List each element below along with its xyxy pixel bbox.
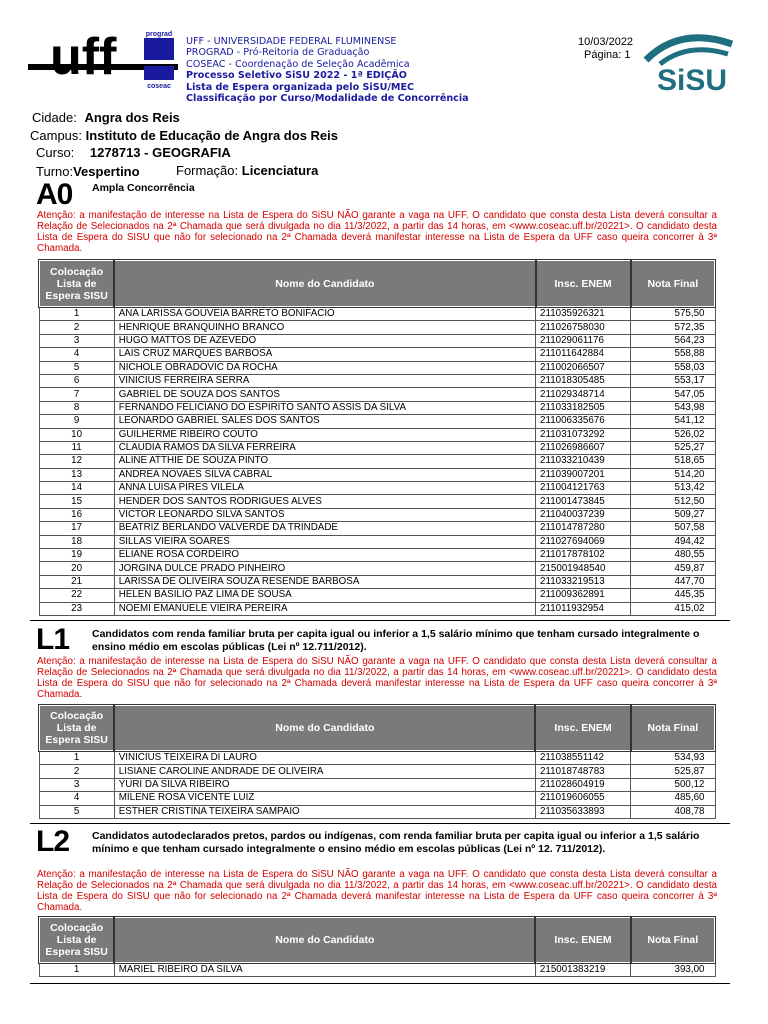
cell-enem: 211002066507 bbox=[536, 361, 631, 374]
cell-nome: VICTOR LEONARDO SILVA SANTOS bbox=[114, 508, 535, 521]
cell-colocacao: 5 bbox=[39, 361, 114, 374]
cell-nota: 445,35 bbox=[631, 589, 715, 602]
section-desc-l1: Candidatos com renda familiar bruta per capita igual ou inferior a 1,5 salário mínimo que tenham cursado integralmente o ensino médio em escolas públicas (Lei nº 12.711/2012). bbox=[92, 628, 700, 653]
cell-nota: 525,87 bbox=[631, 765, 715, 778]
cell-enem: 211004121763 bbox=[536, 482, 631, 495]
cell-nome: FERNANDO FELICIANO DO ESPIRITO SANTO ASSIS DA SILVA bbox=[114, 401, 535, 414]
cell-colocacao: 18 bbox=[39, 535, 114, 548]
col-header-enem: Insc. ENEM bbox=[535, 705, 630, 751]
cell-nota: 518,65 bbox=[631, 455, 715, 468]
cell-enem: 211011642884 bbox=[536, 348, 631, 361]
cell-nome: SILLAS VIEIRA SOARES bbox=[114, 535, 535, 548]
cell-enem: 211029061176 bbox=[536, 334, 631, 347]
table-row bbox=[39, 522, 715, 535]
cell-enem: 211033210439 bbox=[536, 455, 631, 468]
cell-colocacao: 23 bbox=[39, 602, 114, 615]
cell-enem: 211026758030 bbox=[536, 321, 631, 334]
sisu-wordmark: SiSU bbox=[656, 64, 728, 94]
cell-nome: VINICIUS FERREIRA SERRA bbox=[114, 374, 535, 387]
table-row bbox=[39, 602, 715, 615]
cell-enem: 211026986607 bbox=[536, 441, 631, 454]
cell-colocacao: 21 bbox=[39, 575, 114, 588]
cell-colocacao: 10 bbox=[39, 428, 114, 441]
section-desc-l2: Candidatos autodeclarados pretos, pardos ou indígenas, com renda familiar bruta per capita igual ou inferior a 1,5 salário mínimo e que tenham cursado integralmente o ensino médio em escolas públicas (Lei nº 12. 711/2012). bbox=[92, 830, 700, 855]
formacao-row bbox=[176, 163, 318, 178]
cell-nome: MILENE ROSA VICENTE LUIZ bbox=[114, 792, 535, 805]
table-row bbox=[39, 348, 715, 361]
table-row bbox=[39, 765, 715, 778]
header-institution-lines bbox=[186, 36, 469, 104]
cell-colocacao: 6 bbox=[39, 374, 114, 387]
cell-nome: HENRIQUE BRANQUINHO BRANCO bbox=[114, 321, 535, 334]
turno-row bbox=[36, 164, 140, 179]
cell-nota: 534,93 bbox=[631, 751, 715, 765]
cell-enem: 211038551142 bbox=[535, 751, 630, 765]
header-line: UFF - UNIVERSIDADE FEDERAL FLUMINENSE bbox=[186, 36, 397, 47]
col-header-nome: Nome do Candidato bbox=[114, 260, 535, 307]
cell-nota: 514,20 bbox=[631, 468, 715, 481]
cidade-label: Cidade: bbox=[32, 110, 77, 125]
cell-nota: 500,12 bbox=[631, 778, 715, 791]
col-header-colocacao: Colocação Lista de Espera SISU bbox=[39, 917, 114, 963]
cell-enem: 211018748783 bbox=[535, 765, 630, 778]
table-row bbox=[39, 778, 715, 791]
coseac-tag: coseac bbox=[147, 83, 171, 90]
cell-colocacao: 3 bbox=[39, 334, 114, 347]
cell-nota: 512,50 bbox=[631, 495, 715, 508]
cell-colocacao: 12 bbox=[39, 455, 114, 468]
prograd-tag: prograd bbox=[145, 31, 173, 38]
formacao-value: Licenciatura bbox=[241, 163, 319, 178]
turno-label: Turno: bbox=[36, 164, 74, 179]
table-row bbox=[39, 441, 715, 454]
col-header-nota: Nota Final bbox=[631, 260, 715, 307]
report-date: 10/03/2022 bbox=[578, 36, 634, 48]
cell-nome: ANNA LUISA PIRES VILELA bbox=[114, 482, 535, 495]
cell-nome: MARIEL RIBEIRO DA SILVA bbox=[114, 963, 535, 977]
table-row bbox=[39, 575, 715, 588]
cell-colocacao: 16 bbox=[39, 508, 114, 521]
cell-colocacao: 2 bbox=[39, 765, 114, 778]
table-row bbox=[39, 508, 715, 521]
cell-nome: JORGINA DULCE PRADO PINHEIRO bbox=[114, 562, 535, 575]
table-row bbox=[39, 495, 715, 508]
cell-nota: 564,23 bbox=[631, 334, 715, 347]
cell-enem: 211031073292 bbox=[536, 428, 631, 441]
col-header-enem: Insc. ENEM bbox=[535, 917, 630, 963]
cell-nota: 494,42 bbox=[631, 535, 715, 548]
cell-nota: 480,55 bbox=[631, 549, 715, 562]
cell-enem: 211035633893 bbox=[535, 805, 630, 818]
cell-colocacao: 1 bbox=[39, 751, 114, 765]
table-row bbox=[39, 792, 715, 805]
table-row bbox=[39, 482, 715, 495]
campus-label: Campus: bbox=[30, 128, 83, 143]
curso-row bbox=[36, 145, 231, 160]
results-table-a0 bbox=[38, 259, 716, 616]
cell-nota: 572,35 bbox=[631, 321, 715, 334]
cell-nome: LARISSA DE OLIVEIRA SOUZA RESENDE BARBOSA bbox=[114, 575, 535, 588]
cell-colocacao: 2 bbox=[39, 321, 114, 334]
table-row bbox=[39, 751, 715, 765]
col-header-colocacao: Colocação Lista de Espera SISU bbox=[39, 705, 114, 751]
cell-nome: CLAUDIA RAMOS DA SILVA FERREIRA bbox=[114, 441, 535, 454]
cell-enem: 211011932954 bbox=[536, 602, 631, 615]
cell-enem: 211018305485 bbox=[536, 374, 631, 387]
curso-value: 1278713 - GEOGRAFIA bbox=[89, 145, 231, 160]
cidade-row bbox=[32, 110, 180, 125]
cell-colocacao: 3 bbox=[39, 778, 114, 791]
cell-nome: ANDREA NOVAES SILVA CABRAL bbox=[114, 468, 535, 481]
cell-nota: 408,78 bbox=[631, 805, 715, 818]
section-divider bbox=[30, 983, 730, 984]
cell-nome: ANA LARISSA GOUVEIA BARRETO BONIFACIO bbox=[114, 307, 535, 321]
header-bold-line: Classificação por Curso/Modalidade de Concorrência bbox=[186, 93, 469, 105]
cell-colocacao: 8 bbox=[39, 401, 114, 414]
cell-nome: LISIANE CAROLINE ANDRADE DE OLIVEIRA bbox=[114, 765, 535, 778]
table-row bbox=[39, 401, 715, 414]
cell-colocacao: 22 bbox=[39, 589, 114, 602]
page-label: Página: bbox=[584, 49, 622, 61]
cell-nome: GABRIEL DE SOUZA DOS SANTOS bbox=[114, 388, 535, 401]
cell-enem: 211039007201 bbox=[536, 468, 631, 481]
cell-nota: 415,02 bbox=[631, 602, 715, 615]
section-code-a0: A0 bbox=[36, 178, 73, 211]
col-header-colocacao: Colocação Lista de Espera SISU bbox=[39, 260, 114, 307]
cell-nome: HELEN BASILIO PAZ LIMA DE SOUSA bbox=[114, 589, 535, 602]
section-divider bbox=[30, 620, 730, 621]
cell-colocacao: 13 bbox=[39, 468, 114, 481]
table-row bbox=[39, 963, 715, 977]
cell-enem: 211017878102 bbox=[536, 549, 631, 562]
cell-enem: 215001383219 bbox=[535, 963, 630, 977]
campus-row bbox=[30, 128, 338, 143]
cell-nota: 558,88 bbox=[631, 348, 715, 361]
cell-nome: ELIANE ROSA CORDEIRO bbox=[114, 549, 535, 562]
warning-text-l1: Atenção: a manifestação de interesse na Lista de Espera do SiSU NÃO garante a vaga na UFF. O candidato que consta desta Lista deverá consultar a Relação de Selecionados na 2ª Chamada que será divulgada no dia 11/3/2022, a partir das 14 horas, em <www.coseac.uff.br/20221>. O candidato desta Lista de Espera do SISU que não for selecionado na 2ª Chamada deverá manifestar interesse na Lista de Espera da UFF caso queira concorrer à 3ª Chamada. bbox=[37, 656, 717, 700]
cell-colocacao: 11 bbox=[39, 441, 114, 454]
col-header-nome: Nome do Candidato bbox=[114, 705, 535, 751]
cell-nota: 447,70 bbox=[631, 575, 715, 588]
cell-enem: 211040037239 bbox=[536, 508, 631, 521]
table-row bbox=[39, 428, 715, 441]
turno-value: Vespertino bbox=[73, 164, 140, 179]
cell-nota: 541,12 bbox=[631, 415, 715, 428]
results-table-l2 bbox=[38, 916, 716, 977]
cell-colocacao: 15 bbox=[39, 495, 114, 508]
cell-nota: 553,17 bbox=[631, 374, 715, 387]
warning-text-l2: Atenção: a manifestação de interesse na Lista de Espera do SiSU NÃO garante a vaga na UFF. O candidato que consta desta Lista deverá consultar a Relação de Selecionados na 2ª Chamada que será divulgada no dia 11/3/2022, a partir das 14 horas, em <www.coseac.uff.br/20221>. O candidato desta Lista de Espera do SISU que não for selecionado na 2ª Chamada deverá manifestar interesse na Lista de Espera da UFF caso queira concorrer à 3ª Chamada. bbox=[37, 869, 717, 913]
table-header-row bbox=[39, 705, 715, 751]
cell-enem: 211027694069 bbox=[536, 535, 631, 548]
cell-nota: 543,98 bbox=[631, 401, 715, 414]
header-line: PROGRAD - Pró-Reitoria de Graduação bbox=[186, 47, 370, 59]
cell-nome: ESTHER CRISTINA TEIXEIRA SAMPAIO bbox=[114, 805, 535, 818]
cell-colocacao: 5 bbox=[39, 805, 114, 818]
cell-nome: GUILHERME RIBEIRO COUTO bbox=[114, 428, 535, 441]
cell-nome: LAIS CRUZ MARQUES BARBOSA bbox=[114, 348, 535, 361]
cell-nota: 513,42 bbox=[631, 482, 715, 495]
header-bold-line: Processo Seletivo SiSU 2022 - 1ª EDIÇÃO bbox=[186, 70, 407, 82]
col-header-nota: Nota Final bbox=[631, 705, 715, 751]
cell-colocacao: 1 bbox=[39, 307, 114, 321]
table-row bbox=[39, 805, 715, 818]
cell-enem: 211009362891 bbox=[536, 589, 631, 602]
cell-enem: 211035926321 bbox=[536, 307, 631, 321]
table-row bbox=[39, 562, 715, 575]
cell-enem: 211029348714 bbox=[536, 388, 631, 401]
table-row bbox=[39, 455, 715, 468]
table-row bbox=[39, 415, 715, 428]
cidade-value: Angra dos Reis bbox=[84, 110, 180, 125]
formacao-label: Formação: bbox=[176, 163, 239, 178]
table-row bbox=[39, 374, 715, 387]
table-row bbox=[39, 334, 715, 347]
cell-nota: 525,27 bbox=[631, 441, 715, 454]
cell-nota: 509,27 bbox=[631, 508, 715, 521]
page-number: 1 bbox=[624, 49, 631, 61]
col-header-nome: Nome do Candidato bbox=[114, 917, 535, 963]
cell-enem: 211014787280 bbox=[536, 522, 631, 535]
cell-nome: BEATRIZ BERLANDO VALVERDE DA TRINDADE bbox=[114, 522, 535, 535]
table-row bbox=[39, 321, 715, 334]
cell-colocacao: 19 bbox=[39, 549, 114, 562]
section-desc-a0: Ampla Concorrência bbox=[92, 182, 195, 194]
curso-label: Curso: bbox=[36, 145, 75, 160]
cell-nome: ALINE ATTHIE DE SOUZA PINTO bbox=[114, 455, 535, 468]
cell-nota: 459,87 bbox=[631, 562, 715, 575]
cell-colocacao: 14 bbox=[39, 482, 114, 495]
table-row bbox=[39, 589, 715, 602]
cell-colocacao: 17 bbox=[39, 522, 114, 535]
cell-enem: 211028604919 bbox=[535, 778, 630, 791]
table-row bbox=[39, 307, 715, 321]
table-row bbox=[39, 535, 715, 548]
table-row bbox=[39, 549, 715, 562]
cell-colocacao: 4 bbox=[39, 348, 114, 361]
cell-nota: 485,60 bbox=[631, 792, 715, 805]
section-code-l1: L1 bbox=[36, 623, 70, 656]
cell-enem: 211033219513 bbox=[536, 575, 631, 588]
cell-colocacao: 20 bbox=[39, 562, 114, 575]
uff-logo bbox=[28, 30, 178, 90]
cell-nome: VINICIUS TEIXEIRA DI LAURO bbox=[114, 751, 535, 765]
section-divider bbox=[30, 823, 730, 824]
cell-enem: 211001473845 bbox=[536, 495, 631, 508]
results-table-l1 bbox=[38, 704, 716, 819]
cell-nota: 393,00 bbox=[631, 963, 715, 977]
table-row bbox=[39, 388, 715, 401]
cell-nota: 547,05 bbox=[631, 388, 715, 401]
cell-nota: 526,02 bbox=[631, 428, 715, 441]
section-code-l2: L2 bbox=[36, 825, 70, 858]
sisu-logo bbox=[640, 30, 736, 94]
cell-nome: HENDER DOS SANTOS RODRIGUES ALVES bbox=[114, 495, 535, 508]
table-row bbox=[39, 361, 715, 374]
cell-nome: LEONARDO GABRIEL SALES DOS SANTOS bbox=[114, 415, 535, 428]
campus-value: Instituto de Educação de Angra dos Reis bbox=[85, 128, 338, 143]
cell-nome: NOEMI EMANUELE VIEIRA PEREIRA bbox=[114, 602, 535, 615]
cell-nome: YURI DA SILVA RIBEIRO bbox=[114, 778, 535, 791]
header-bold-line: Lista de Espera organizada pelo SiSU/MEC bbox=[186, 81, 415, 93]
cell-colocacao: 7 bbox=[39, 388, 114, 401]
table-header-row bbox=[39, 260, 715, 307]
cell-nome: NICHOLE OBRADOVIC DA ROCHA bbox=[114, 361, 535, 374]
cell-colocacao: 4 bbox=[39, 792, 114, 805]
cell-colocacao: 9 bbox=[39, 415, 114, 428]
col-header-nota: Nota Final bbox=[631, 917, 715, 963]
cell-nota: 575,50 bbox=[631, 307, 715, 321]
cell-nota: 558,03 bbox=[631, 361, 715, 374]
cell-nota: 507,58 bbox=[631, 522, 715, 535]
cell-enem: 211019606055 bbox=[535, 792, 630, 805]
table-row bbox=[39, 468, 715, 481]
cell-enem: 215001948540 bbox=[536, 562, 631, 575]
cell-nome: HUGO MATTOS DE AZEVEDO bbox=[114, 334, 535, 347]
cell-enem: 211006335676 bbox=[536, 415, 631, 428]
table-header-row bbox=[39, 917, 715, 963]
col-header-enem: Insc. ENEM bbox=[536, 260, 631, 307]
warning-text-a0: Atenção: a manifestação de interesse na Lista de Espera do SiSU NÃO garante a vaga na UFF. O candidato que consta desta Lista deverá consultar a Relação de Selecionados na 2ª Chamada que será divulgada no dia 11/3/2022, a partir das 14 horas, em <www.coseac.uff.br/20221>. O candidato desta Lista de Espera do SISU que não for selecionado na 2ª Chamada deverá manifestar interesse na Lista de Espera da UFF caso queira concorrer à 3ª Chamada. bbox=[37, 210, 717, 254]
header-line: COSEAC - Coordenação de Seleção Acadêmica bbox=[186, 58, 410, 70]
cell-enem: 211033182505 bbox=[536, 401, 631, 414]
page-indicator bbox=[584, 49, 631, 61]
cell-colocacao: 1 bbox=[39, 963, 114, 977]
uff-wordmark: uff bbox=[50, 30, 117, 86]
